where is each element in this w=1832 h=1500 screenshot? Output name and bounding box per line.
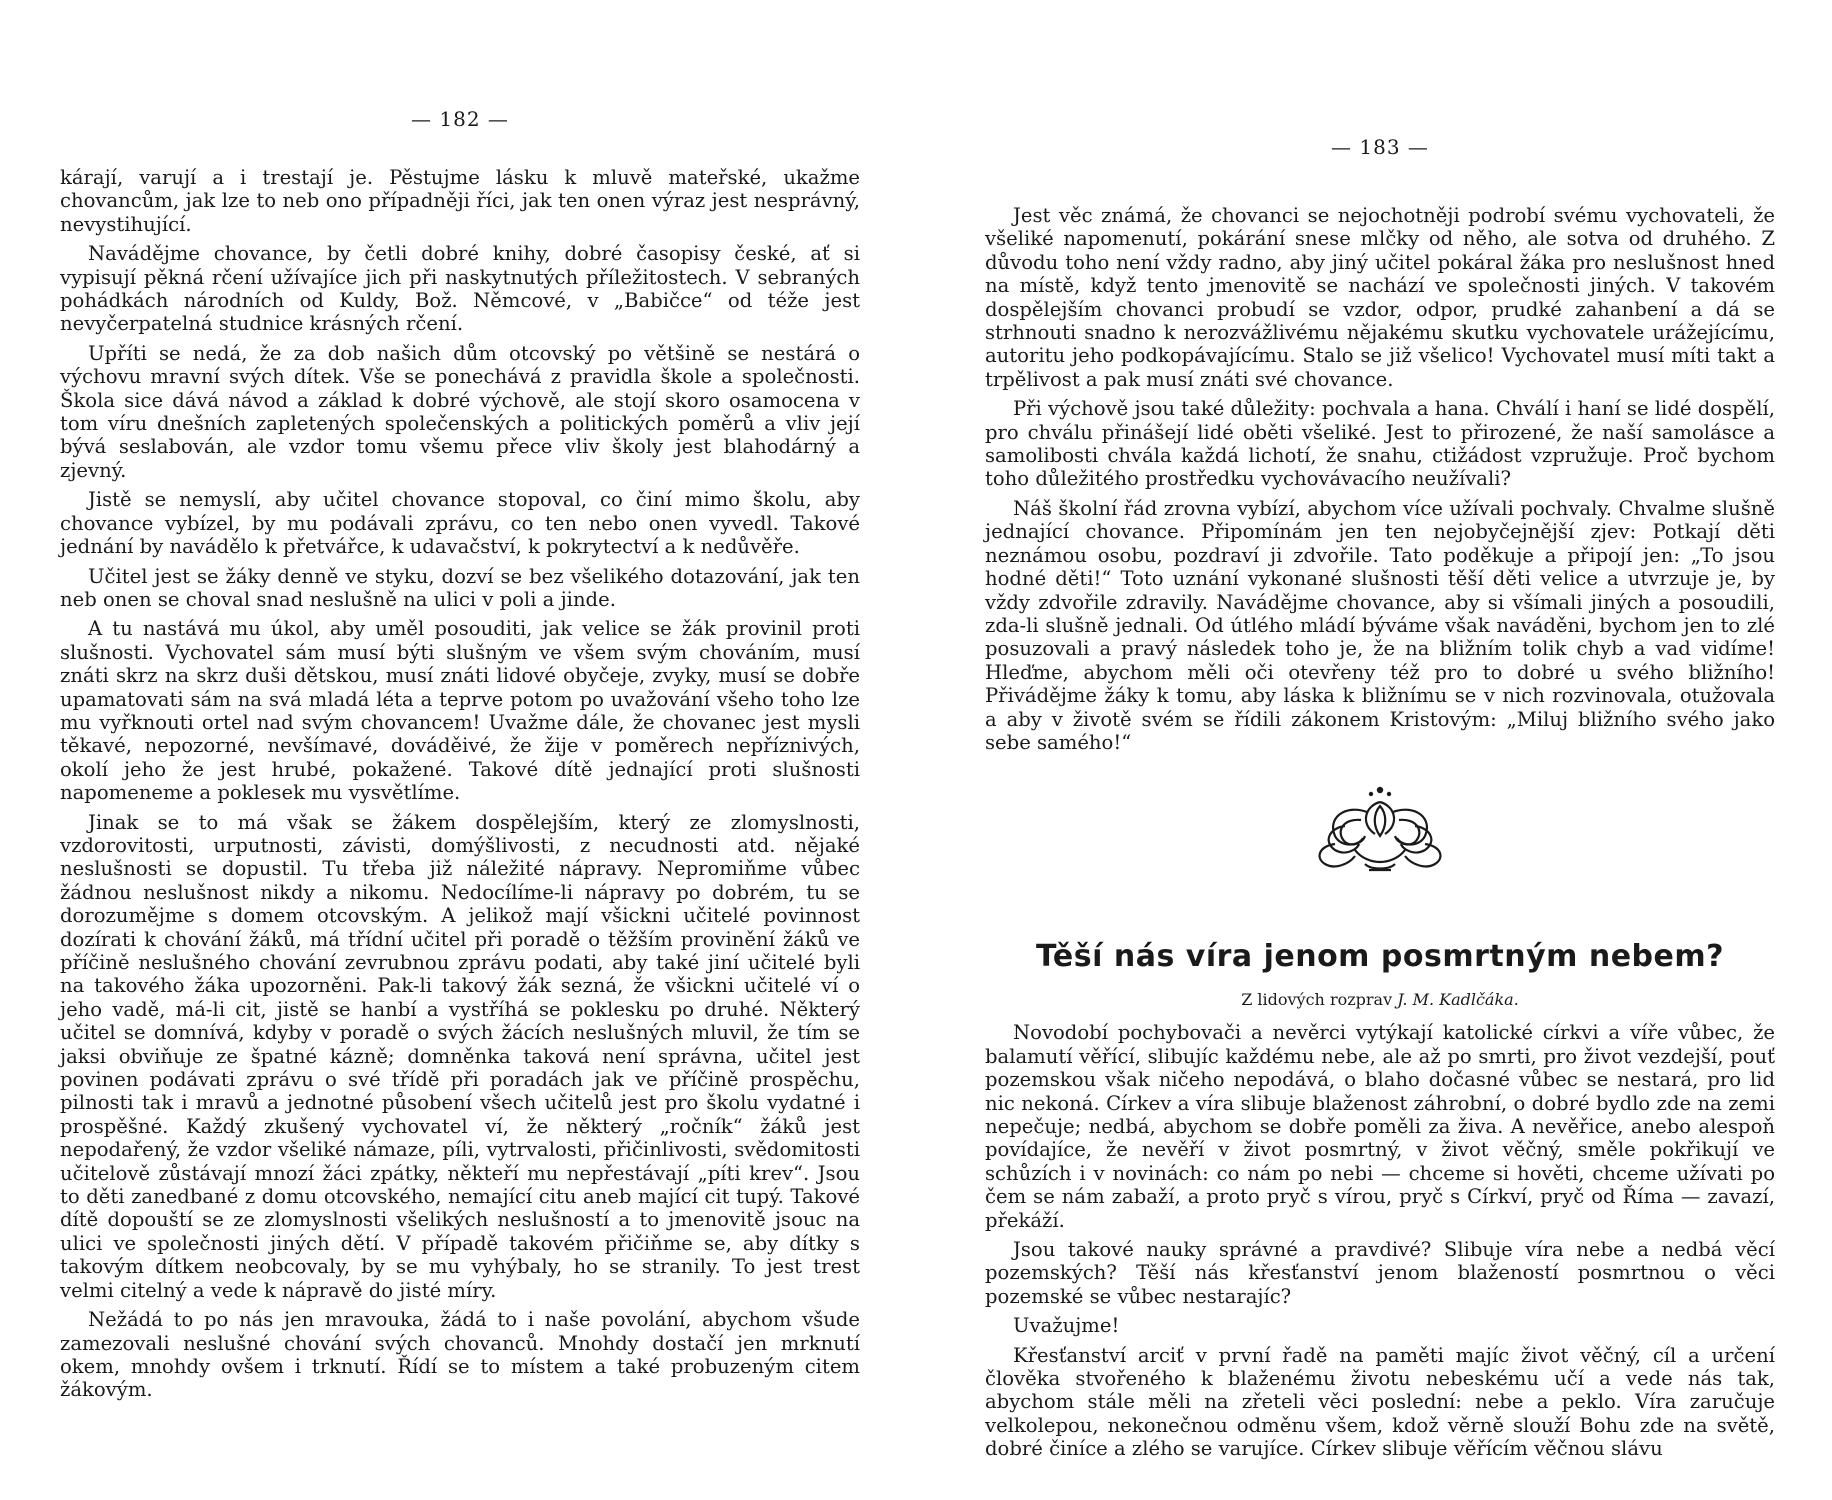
paragraph: Jinak se to má však se žákem dospělejším, který ze zlomyslnosti, vzdorovitosti, urputnosti, závisti, domýšlivosti, z necudnosti atd. nějaké neslušnosti se dopustil. Tu třeba již náležité nápravy. Nepromiňme vůbec žádnou neslušnost nikdy a nikomu. Nedocílíme-li nápravy po dobrém, tu se dorozumějme s domem otcovským. A jelikož mají všickni učitelé povinnost dozírati k chování žáků, má třídní učitel při poradě o těžším provinění žáků ve příčině neslušného chování zevrubnou zprávu podati, aby také jiní učitelé byli na takového žáka upozorněni. Pak-li takový žák sezná, že všickni učitelé ví o jeho vadě, má-li cit, jistě se hanbí a vystříhá se poklesku po druhé. Některý učitel se domnívá, kdyby v poradě o svých žácích neslušných mluvil, že tím se jaksi obviňuje ze špatné kázně; domněnka taková není správna, učitel jest povinen podávati zprávu o své třídě při poradách jak ve příčině prospěchu, pilnosti tak i mravů a jednotné působení všech učitelů jest pro školu vydatné i prospěšné. Každý zkušený vychovatel ví, že některý „ročník“ žáků jest nepodařený, že vzdor všeliké námaze, píli, vytrvalosti, přičinlivosti, svědomitosti učitelově zůstávají mnozí žáci zpátky, někteří mu nepřestávají „píti krev“. Jsou to děti zanedbané z domu otcovského, nemající citu aneb mající cit tupý. Takové dítě dopouští se ze zlomyslnosti všelikých neslušností a to jmenovitě jsouc na ulici ve společnosti jiných dětí. V případě takovém přičiňme se, aby dítky s takovým dítkem neobcovaly, by se mu vyhýbaly, ho se stranily. To jest trest velmi citelný a vede k nápravě do jisté míry. <box>60 810 860 1302</box>
article-text <box>985 1021 1775 1460</box>
page-number-left: — 182 — <box>411 107 509 131</box>
paragraph: Jistě se nemyslí, aby učitel chovance stopoval, co činí mimo školu, aby chovance vybízel, by mu podávali zprávu, co ten nebo onen vyvedl. Takové jednání by navádělo k přetvářce, k udavačství, k pokrytectví a k nedůvěře. <box>60 488 860 559</box>
article-byline <box>985 990 1775 1009</box>
floral-vignette-icon <box>1305 784 1455 879</box>
paragraph: Křesťanství arciť v první řadě na paměti majíc život věčný, cíl a určení člověka stvořeného k blaženému životu nebeskému učí a vede nás tak, abychom stále měli na zřeteli věci poslední: nebe a peklo. Víra zaručuje velkolepou, nekonečnou odměnu všem, kdož věrně slouží Bohu zde na světě, dobré činíce a zlého se varujíce. Církev slibuje věřícím věčnou slávu <box>985 1343 1775 1461</box>
paragraph: Jsou takové nauky správné a pravdivé? Slibuje víra nebe a nedbá věcí pozemských? Těší nás křesťanství jenom blažeností posmrtnou o věci pozemské se vůbec nestarajíc? <box>985 1238 1775 1308</box>
right-page <box>985 0 1775 1500</box>
paragraph: Navádějme chovance, by četli dobré knihy, dobré časopisy české, ať si vypisují pěkná rčení užívajíce jich při naskytnutých příležitostech. V sebraných pohádkách národních od Kuldy, Bož. Němcové, v „Babičce“ od téže jest nevyčerpatelná studnice krásných rčení. <box>60 242 860 336</box>
right-page-text <box>985 204 1775 754</box>
paragraph: Uvažujme! <box>1013 1314 1120 1338</box>
paragraph: Novodobí pochybovači a nevěrci vytýkají katolické církvi a víře vůbec, že balamutí věřící, slibujíc každému nebe, ale až po smrti, pro život vezdejší, pouť pozemskou však ničeho nepodává, o blaho dočasné vůbec se nestará, pro lid nic nekoná. Církev a víra slibuje blaženost záhrobní, o dobré bydlo zde na zemi nepečuje; nedbá, abychom se dobře poměli za živa. A nevěřice, anebo alespoň povídajíce, že nevěří v život posmrtný, v život věčný, směle pokřikují ve schůzích i v novinách: co nám po nebi — chceme si hověti, chceme užívati po čem se nám zabaží, a proto pryč s vírou, pryč s Církví, pryč od Říma — zavazí, překáží. <box>985 1021 1775 1232</box>
byline-author: J. M. Kadlčáka. <box>1397 990 1519 1010</box>
left-page-text <box>60 166 860 1402</box>
paragraph: Při výchově jsou také důležity: pochvala a hana. Chválí i haní se lidé dospělí, pro chválu přinášejí lidé oběti všeliké. Jest to přirozené, že naší samolásce a samolibosti chvála každá lichotí, že snahu, ctižádost vzpružuje. Proč bychom toho důležitého prostředku vychovávacího neužívali? <box>985 397 1775 491</box>
byline-prefix: Z lidových rozprav <box>1241 990 1393 1010</box>
paragraph: kárají, varují a i trestají je. Pěstujme lásku k mluvě mateřské, ukažme chovancům, jak lze to neb ono případněji říci, jak ten onen výraz jest nesprávný, nevystihující. <box>60 166 860 236</box>
paragraph: Náš školní řád zrovna vybízí, abychom více užívali pochvaly. Chvalme slušně jednající chovance. Připomínám jen ten nejobyčejnější zjev: Potkají děti neznámou osobu, pozdraví ji zdvořile. Tato poděkuje a připojí jen: „To jsou hodné děti!“ Toto uznání vykonané slušnosti těší děti velice a utvrzuje je, by vždy zdvořile zdravily. Navádějme chovance, aby si všímali jiných a posoudili, zda-li slušně jednali. Od útlého mládí býváme však naváděni, bychom jen to zlé posuzovali a pravý následek toho je, že na bližním tolik chyb a vad vidíme! Hleďme, abychom měli oči otevřeny též pro to dobré u svého bližního! Přivádějme žáky k tomu, aby láska k bližnímu se v nich rozvinovala, otužovala a aby v životě svém se řídili zákonem Kristovým: „Miluj bližního svého jako sebe samého!“ <box>985 496 1775 754</box>
article-title: Těší nás víra jenom posmrtným nebem? <box>1035 939 1725 975</box>
paragraph: Upříti se nedá, že za dob našich dům otcovský po většině se nestárá o výchovu mravní svých dítek. Vše se ponechává z pravidla škole a společnosti. Škola sice dává návod a základ k dobré výchově, ale stojí skoro osamocena v tom víru dnešních zapletených společenských a politických poměrů a vliv její bývá seslabován, ale vzdor tomu všemu přece vliv školy jest blahodárný a zjevný. <box>60 341 860 482</box>
paragraph: Nežádá to po nás jen mravouka, žádá to i naše povolání, abychom všude zamezovali neslušné chování svých chovanců. Mnohdy dostačí jen mrknutí okem, mnohdy ovšem i trknutí. Řídí se to místem a také probuzeným citem žákovým. <box>60 1308 860 1402</box>
paragraph: Jest věc známá, že chovanci se nejochotněji podrobí svému vychovateli, že všeliké napomenutí, pokárání snese mlčky od něho, ale sotva od druhého. Z důvodu toho není vždy radno, aby jiný učitel pokáral žáka pro neslušnost hned na místě, když tento jmenovitě se nachází ve společnosti jiných. V takovém dospělejším chovanci probudí se vzdor, odpor, prudké zahanbení a dá se strhnouti snadno k nerozvážlivému nějakému skutku vychovatele urážejícímu, autoritu jeho podkopávajícímu. Stalo se již všelico! Vychovatel musí míti takt a trpělivost a pak musí znáti své chovance. <box>985 204 1775 391</box>
page-number-right: — 183 — <box>1331 135 1429 159</box>
paragraph: Učitel jest se žáky denně ve styku, dozví se bez všelikého dotazování, jak ten neb onen se choval snad neslušně na ulici v poli a jinde. <box>60 564 860 611</box>
paragraph: A tu nastává mu úkol, aby uměl posouditi, jak velice se žák provinil proti slušnosti. Vychovatel sám musí býti slušným ve všem svým chováním, musí znáti skrz na skrz duši dětskou, musí znáti lidové obyčeje, zvyky, musí se dobře upamatovati sám na svá mladá léta a teprve potom po uvažování všeho toho lze mu vyřknouti ortel nad svým chovancem! Uvažme dále, že chovanec jest mysli těkavé, nepozorné, nevšímavé, dováděivé, že žije v poměrech nepříznivých, okolí jeho že jest hrubé, pokažené. Takové dítě jednající proti slušnosti napomeneme a poklesek mu vysvětlíme. <box>60 617 860 805</box>
left-page <box>60 0 860 1500</box>
